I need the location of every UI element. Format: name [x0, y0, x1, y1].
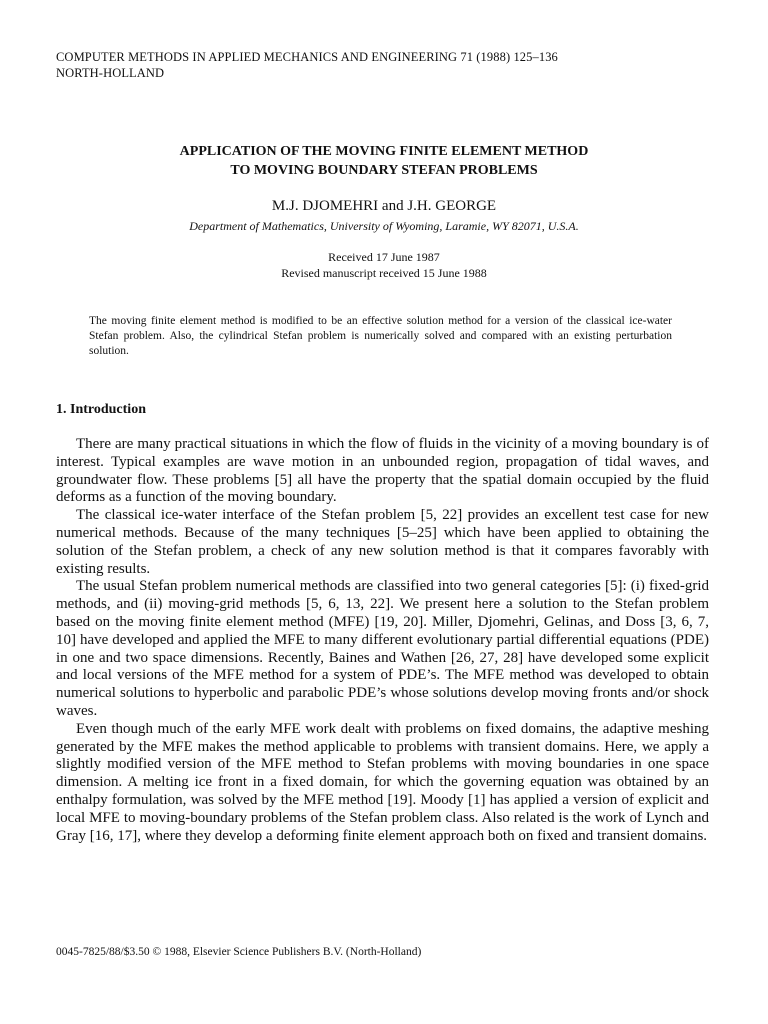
- publisher-line: NORTH-HOLLAND: [56, 66, 165, 80]
- received-date: Received 17 June 1987: [328, 250, 440, 264]
- author-affiliation: Department of Mathematics, University of Wyoming, Laramie, WY 82071, U.S.A.: [189, 219, 579, 233]
- revised-date: Revised manuscript received 15 June 1988: [281, 266, 487, 280]
- title-line-2: TO MOVING BOUNDARY STEFAN PROBLEMS: [230, 163, 538, 178]
- copyright-footer: 0045-7825/88/$3.50 © 1988, Elsevier Science Publishers B.V. (North-Holland): [56, 946, 422, 958]
- paragraph: There are many practical situations in which the flow of fluids in the vicinity of a moving boundary is of interest. Typical examples are wave motion in an unbounded region, propagation of tidal waves, and groundwater flow. These problems [5] all have the property that the spatial domain occupied by the fluid deforms as a function of the moving boundary.: [56, 436, 709, 506]
- paragraph: The usual Stefan problem numerical methods are classified into two general categories [5]: (i) fixed-grid methods, and (ii) moving-grid methods [5, 6, 13, 22]. We present here a solution to the Stefan problem based on the moving finite element method (MFE) [19, 20]. Miller, Djomehri, Gelinas, and Doss [3, 6, 7, 10] have developed and applied the MFE to many different evolutionary partial differential equations (PDE) in one and two space dimensions. Recently, Baines and Wathen [26, 27, 28] have developed some explicit and local versions of the MFE method for a system of PDE’s. The MFE method was developed to obtain numerical solutions to hyperbolic and parabolic PDE’s whose solutions develop moving fronts and/or shock waves.: [56, 578, 709, 719]
- submission-dates: [0, 249, 768, 281]
- abstract: The moving finite element method is modified to be an effective solution method for a version of the classical ice-water Stefan problem. Also, the cylindrical Stefan problem is numerically solved and compared with an existing perturbation solution.: [89, 315, 672, 357]
- section-heading: 1. Introduction: [56, 402, 146, 417]
- journal-citation: COMPUTER METHODS IN APPLIED MECHANICS AND ENGINEERING 71 (1988) 125–136: [56, 50, 558, 64]
- paragraph: Even though much of the early MFE work dealt with problems on fixed domains, the adaptive meshing generated by the MFE makes the method applicable to problems with transient domains. Here, we apply a slightly modified version of the MFE method to Stefan problems with moving boundaries in one space dimension. A melting ice front in a fixed domain, for which the governing equation was obtained by an enthalpy formulation, was solved by the MFE method [19]. Moody [1] has applied a version of explicit and local MFE to moving-boundary problems of the Stefan problem class. Also related is the work of Lynch and Gray [16, 17], where they develop a deforming finite element approach both on fixed and transient domains.: [56, 720, 709, 844]
- paper-title: [0, 142, 768, 180]
- paragraph: The classical ice-water interface of the Stefan problem [5, 22] provides an excellent test case for new numerical methods. Because of the many techniques [5–25] which have been applied to obtaining the solution of the Stefan problem, a check of any new solution method is that it compares favorably with existing results.: [56, 507, 709, 577]
- title-line-1: APPLICATION OF THE MOVING FINITE ELEMENT METHOD: [179, 144, 589, 159]
- journal-header: [56, 49, 558, 81]
- introduction-body: [56, 436, 709, 845]
- author-list: M.J. DJOMEHRI and J.H. GEORGE: [271, 198, 497, 214]
